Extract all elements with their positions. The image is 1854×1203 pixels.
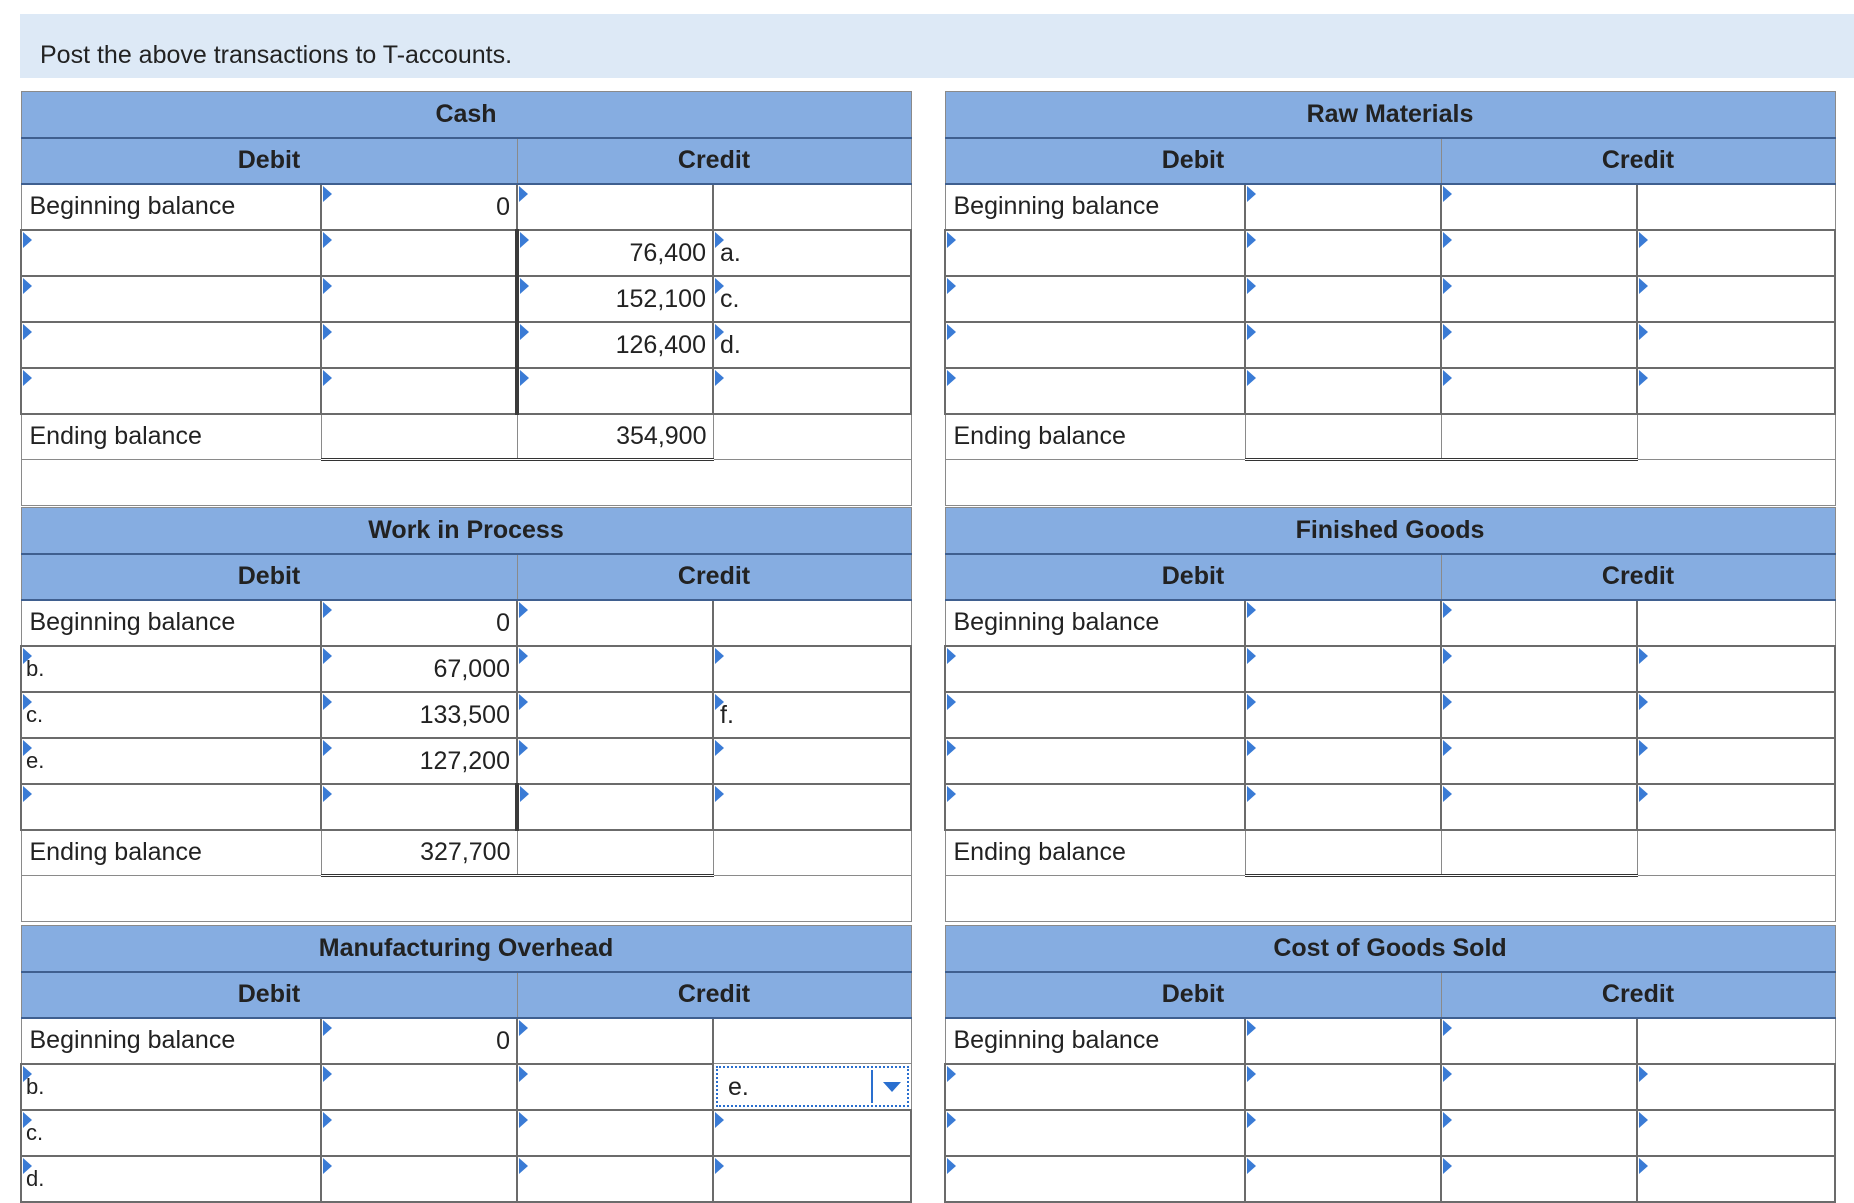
credit-amount-input[interactable]: [517, 784, 713, 830]
instruction-banner: [20, 14, 1854, 78]
debit-ref-select[interactable]: [21, 368, 321, 414]
credit-header: Credit: [1441, 972, 1835, 1018]
t-account-cash: [20, 91, 912, 506]
flag-icon: [715, 740, 724, 756]
credit-amount-input[interactable]: [1441, 784, 1637, 830]
flag-icon: [1443, 786, 1452, 802]
flag-icon: [947, 1112, 956, 1128]
account-title: Raw Materials: [945, 92, 1835, 138]
debit-ref-select[interactable]: [945, 322, 1245, 368]
flag-icon: [323, 324, 332, 340]
credit-ref-select[interactable]: [1637, 784, 1835, 830]
flag-icon: [1639, 278, 1648, 294]
credit-ref-select[interactable]: [713, 368, 911, 414]
credit-amount-input[interactable]: 126,400: [517, 322, 713, 368]
flag-icon: [323, 740, 332, 756]
debit-amount-input[interactable]: [1245, 1156, 1441, 1202]
flag-icon: [23, 1066, 32, 1082]
credit-ref-select[interactable]: [1637, 368, 1835, 414]
flag-icon: [1639, 694, 1648, 710]
debit-header: Debit: [21, 138, 517, 184]
credit-ref-select[interactable]: [1637, 1110, 1835, 1156]
credit-ref-select[interactable]: [713, 738, 911, 784]
flag-icon: [323, 694, 332, 710]
ending-credit-value: [1441, 414, 1637, 460]
credit-ref-select[interactable]: f.: [713, 692, 911, 738]
debit-ref-select[interactable]: b.: [21, 1064, 321, 1110]
flag-icon: [1247, 278, 1256, 294]
flag-icon: [520, 232, 529, 248]
flag-icon: [1639, 740, 1648, 756]
debit-ref-select[interactable]: [945, 1064, 1245, 1110]
flag-icon: [1443, 186, 1452, 202]
debit-amount-input[interactable]: [321, 322, 517, 368]
debit-amount-input[interactable]: [321, 276, 517, 322]
ending-credit-value: 354,900: [517, 414, 713, 460]
credit-amount-input[interactable]: [517, 1064, 713, 1110]
credit-ref-select[interactable]: [713, 646, 911, 692]
flag-icon: [23, 278, 32, 294]
credit-header: Credit: [517, 138, 911, 184]
credit-ref-select[interactable]: a.: [713, 230, 911, 276]
flag-icon: [519, 186, 528, 202]
flag-icon: [947, 278, 956, 294]
credit-amount-input[interactable]: [1441, 1064, 1637, 1110]
debit-amount-input[interactable]: [1245, 784, 1441, 830]
flag-icon: [323, 186, 332, 202]
flag-icon: [520, 370, 529, 386]
flag-icon: [519, 740, 528, 756]
flag-icon: [1443, 648, 1452, 664]
flag-icon: [323, 370, 332, 386]
flag-icon: [323, 1112, 332, 1128]
flag-icon: [947, 694, 956, 710]
flag-icon: [23, 786, 32, 802]
credit-ref-select[interactable]: [1637, 1064, 1835, 1110]
ending-credit-ref: [1637, 414, 1835, 460]
flag-icon: [1443, 1020, 1452, 1036]
debit-amount-input[interactable]: [321, 784, 517, 830]
flag-icon: [323, 602, 332, 618]
credit-header: Credit: [517, 972, 911, 1018]
flag-icon: [715, 232, 724, 248]
t-account-cost-of-goods-sold: [944, 925, 1836, 1203]
flag-icon: [23, 740, 32, 756]
beginning-credit-input[interactable]: [1441, 1018, 1637, 1064]
beginning-credit-ref: [1637, 1018, 1835, 1064]
flag-icon: [519, 1158, 528, 1174]
credit-ref-select[interactable]: [713, 1110, 911, 1156]
debit-amount-input[interactable]: [321, 1156, 517, 1202]
flag-icon: [1247, 1112, 1256, 1128]
beginning-balance-label: Beginning balance: [945, 600, 1245, 646]
debit-amount-input[interactable]: [321, 1064, 517, 1110]
flag-icon: [947, 786, 956, 802]
debit-amount-input[interactable]: 127,200: [321, 738, 517, 784]
flag-icon: [23, 648, 32, 664]
debit-header: Debit: [945, 138, 1441, 184]
flag-icon: [1443, 740, 1452, 756]
flag-icon: [1639, 648, 1648, 664]
flag-icon: [323, 278, 332, 294]
credit-amount-input[interactable]: [517, 738, 713, 784]
credit-amount-input[interactable]: [517, 646, 713, 692]
beginning-debit-input[interactable]: 0: [321, 600, 517, 646]
ending-credit-ref: [713, 414, 911, 460]
flag-icon: [1247, 1158, 1256, 1174]
ending-debit-value: [1245, 830, 1441, 876]
debit-header: Debit: [945, 554, 1441, 600]
account-title: Cost of Goods Sold: [945, 926, 1835, 972]
ending-balance-label: Ending balance: [945, 830, 1245, 876]
debit-ref-select[interactable]: [945, 1156, 1245, 1202]
flag-icon: [715, 648, 724, 664]
beginning-balance-label: Beginning balance: [945, 184, 1245, 230]
flag-icon: [1639, 232, 1648, 248]
spacer-row: [945, 460, 1835, 506]
flag-icon: [323, 1020, 332, 1036]
flag-icon: [23, 324, 32, 340]
debit-ref-select[interactable]: [945, 738, 1245, 784]
beginning-credit-input[interactable]: [517, 1018, 713, 1064]
account-title: Work in Process: [21, 508, 911, 554]
credit-amount-input[interactable]: [1441, 692, 1637, 738]
ending-debit-value: [1245, 414, 1441, 460]
credit-ref-select[interactable]: [1637, 276, 1835, 322]
credit-ref-dropdown-box[interactable]: e.: [716, 1066, 909, 1107]
credit-amount-input[interactable]: 152,100: [517, 276, 713, 322]
beginning-debit-input[interactable]: [1245, 184, 1441, 230]
flag-icon: [1247, 786, 1256, 802]
flag-icon: [520, 786, 529, 802]
flag-icon: [1639, 370, 1648, 386]
debit-ref-select[interactable]: [945, 692, 1245, 738]
credit-amount-input[interactable]: [1441, 738, 1637, 784]
spacer-row: [945, 876, 1835, 922]
flag-icon: [1247, 1066, 1256, 1082]
debit-ref-select[interactable]: b.: [21, 646, 321, 692]
t-account-finished-goods: [944, 507, 1836, 922]
flag-icon: [1639, 324, 1648, 340]
debit-amount-input[interactable]: [321, 230, 517, 276]
credit-header: Credit: [1441, 138, 1835, 184]
debit-amount-input[interactable]: [1245, 1110, 1441, 1156]
debit-amount-input[interactable]: [1245, 738, 1441, 784]
credit-ref-select[interactable]: [1637, 738, 1835, 784]
t-account-manufacturing-overhead: [20, 925, 912, 1203]
credit-amount-input[interactable]: [1441, 1110, 1637, 1156]
ending-debit-value: 327,700: [321, 830, 517, 876]
debit-amount-input[interactable]: [321, 1110, 517, 1156]
credit-amount-input[interactable]: [1441, 1156, 1637, 1202]
flag-icon: [947, 370, 956, 386]
credit-ref-select[interactable]: c.: [713, 276, 911, 322]
credit-amount-input[interactable]: [517, 368, 713, 414]
credit-amount-input[interactable]: 76,400: [517, 230, 713, 276]
beginning-credit-ref: [1637, 184, 1835, 230]
flag-icon: [519, 648, 528, 664]
flag-icon: [1443, 232, 1452, 248]
flag-icon: [1443, 370, 1452, 386]
flag-icon: [520, 278, 529, 294]
flag-icon: [520, 324, 529, 340]
beginning-credit-input[interactable]: [1441, 600, 1637, 646]
flag-icon: [1443, 1066, 1452, 1082]
credit-amount-input[interactable]: [1441, 230, 1637, 276]
flag-icon: [715, 786, 724, 802]
credit-amount-input[interactable]: [1441, 276, 1637, 322]
beginning-balance-label: Beginning balance: [945, 1018, 1245, 1064]
debit-ref-select[interactable]: [945, 646, 1245, 692]
spacer-row: [21, 876, 911, 922]
flag-icon: [1639, 1158, 1648, 1174]
debit-amount-input[interactable]: [1245, 322, 1441, 368]
debit-amount-input[interactable]: [1245, 646, 1441, 692]
debit-ref-select[interactable]: [21, 276, 321, 322]
beginning-balance-label: Beginning balance: [21, 1018, 321, 1064]
debit-ref-select[interactable]: [21, 230, 321, 276]
ending-balance-label: Ending balance: [21, 414, 321, 460]
credit-ref-select[interactable]: [1637, 692, 1835, 738]
flag-icon: [323, 1158, 332, 1174]
flag-icon: [323, 648, 332, 664]
credit-ref-select[interactable]: [1637, 230, 1835, 276]
flag-icon: [1443, 324, 1452, 340]
beginning-debit-input[interactable]: 0: [321, 184, 517, 230]
ending-balance-label: Ending balance: [21, 830, 321, 876]
flag-icon: [1247, 602, 1256, 618]
flag-icon: [947, 740, 956, 756]
beginning-credit-input[interactable]: [1441, 184, 1637, 230]
debit-amount-input[interactable]: [321, 368, 517, 414]
ending-balance-label: Ending balance: [945, 414, 1245, 460]
flag-icon: [715, 324, 724, 340]
debit-ref-select[interactable]: [21, 784, 321, 830]
flag-icon: [947, 1158, 956, 1174]
flag-icon: [1443, 1158, 1452, 1174]
debit-amount-input[interactable]: [1245, 692, 1441, 738]
flag-icon: [947, 324, 956, 340]
beginning-credit-ref: [713, 600, 911, 646]
flag-icon: [323, 232, 332, 248]
ending-credit-ref: [713, 830, 911, 876]
credit-ref-select[interactable]: [713, 784, 911, 830]
credit-amount-input[interactable]: [517, 1156, 713, 1202]
flag-icon: [1247, 370, 1256, 386]
credit-amount-input[interactable]: [1441, 368, 1637, 414]
credit-amount-input[interactable]: [517, 1110, 713, 1156]
flag-icon: [1247, 324, 1256, 340]
debit-amount-input[interactable]: [1245, 1064, 1441, 1110]
flag-icon: [519, 1112, 528, 1128]
flag-icon: [1639, 1066, 1648, 1082]
debit-ref-select[interactable]: [945, 1110, 1245, 1156]
flag-icon: [1247, 740, 1256, 756]
debit-header: Debit: [945, 972, 1441, 1018]
credit-amount-input[interactable]: [1441, 646, 1637, 692]
debit-amount-input[interactable]: [1245, 368, 1441, 414]
flag-icon: [23, 1158, 32, 1174]
debit-ref-select[interactable]: c.: [21, 1110, 321, 1156]
spacer-row: [21, 460, 911, 506]
beginning-debit-input[interactable]: [1245, 600, 1441, 646]
credit-ref-select[interactable]: [1637, 646, 1835, 692]
credit-ref-dropdown[interactable]: [713, 1064, 911, 1110]
ending-credit-ref: [1637, 830, 1835, 876]
beginning-credit-ref: [713, 184, 911, 230]
beginning-credit-input[interactable]: [517, 184, 713, 230]
debit-ref-select[interactable]: c.: [21, 692, 321, 738]
flag-icon: [715, 694, 724, 710]
beginning-credit-ref: [1637, 600, 1835, 646]
flag-icon: [1443, 694, 1452, 710]
account-title: Manufacturing Overhead: [21, 926, 911, 972]
credit-amount-input[interactable]: [1441, 322, 1637, 368]
flag-icon: [715, 278, 724, 294]
flag-icon: [715, 1158, 724, 1174]
debit-ref-select[interactable]: e.: [21, 738, 321, 784]
flag-icon: [1247, 186, 1256, 202]
flag-icon: [1247, 232, 1256, 248]
t-account-raw-materials: [944, 91, 1836, 506]
flag-icon: [1443, 278, 1452, 294]
debit-ref-select[interactable]: [945, 276, 1245, 322]
flag-icon: [1639, 1112, 1648, 1128]
flag-icon: [947, 1066, 956, 1082]
beginning-credit-input[interactable]: [517, 600, 713, 646]
flag-icon: [519, 1020, 528, 1036]
credit-ref-select[interactable]: [1637, 322, 1835, 368]
flag-icon: [715, 370, 724, 386]
credit-header: Credit: [517, 554, 911, 600]
debit-ref-select[interactable]: d.: [21, 1156, 321, 1202]
account-title: Finished Goods: [945, 508, 1835, 554]
debit-ref-select[interactable]: [945, 784, 1245, 830]
debit-header: Debit: [21, 554, 517, 600]
credit-ref-select[interactable]: [1637, 1156, 1835, 1202]
beginning-debit-input[interactable]: [1245, 1018, 1441, 1064]
beginning-credit-ref: [713, 1018, 911, 1064]
beginning-debit-input[interactable]: 0: [321, 1018, 517, 1064]
flag-icon: [323, 1066, 332, 1082]
flag-icon: [715, 1112, 724, 1128]
account-title: Cash: [21, 92, 911, 138]
flag-icon: [23, 232, 32, 248]
debit-amount-input[interactable]: 133,500: [321, 692, 517, 738]
chevron-down-icon[interactable]: [883, 1082, 901, 1092]
flag-icon: [947, 648, 956, 664]
flag-icon: [1443, 602, 1452, 618]
credit-amount-input[interactable]: [517, 692, 713, 738]
flag-icon: [519, 694, 528, 710]
beginning-balance-label: Beginning balance: [21, 184, 321, 230]
debit-amount-input[interactable]: [1245, 276, 1441, 322]
debit-ref-select[interactable]: [945, 368, 1245, 414]
ending-debit-value: [321, 414, 517, 460]
flag-icon: [23, 1112, 32, 1128]
credit-ref-select[interactable]: [713, 1156, 911, 1202]
flag-icon: [1639, 786, 1648, 802]
flag-icon: [323, 786, 332, 802]
flag-icon: [519, 1066, 528, 1082]
debit-amount-input[interactable]: 67,000: [321, 646, 517, 692]
ending-credit-value: [1441, 830, 1637, 876]
credit-header: Credit: [1441, 554, 1835, 600]
flag-icon: [519, 602, 528, 618]
instruction-text: Post the above transactions to T-accounts.: [40, 41, 513, 69]
debit-amount-input[interactable]: [1245, 230, 1441, 276]
debit-header: Debit: [21, 972, 517, 1018]
flag-icon: [23, 694, 32, 710]
flag-icon: [1443, 1112, 1452, 1128]
flag-icon: [1247, 1020, 1256, 1036]
flag-icon: [23, 370, 32, 386]
flag-icon: [1247, 694, 1256, 710]
beginning-balance-label: Beginning balance: [21, 600, 321, 646]
ending-credit-value: [517, 830, 713, 876]
flag-icon: [947, 232, 956, 248]
flag-icon: [1247, 648, 1256, 664]
t-account-work-in-process: [20, 507, 912, 922]
debit-ref-select[interactable]: [21, 322, 321, 368]
debit-ref-select[interactable]: [945, 230, 1245, 276]
credit-ref-select[interactable]: d.: [713, 322, 911, 368]
